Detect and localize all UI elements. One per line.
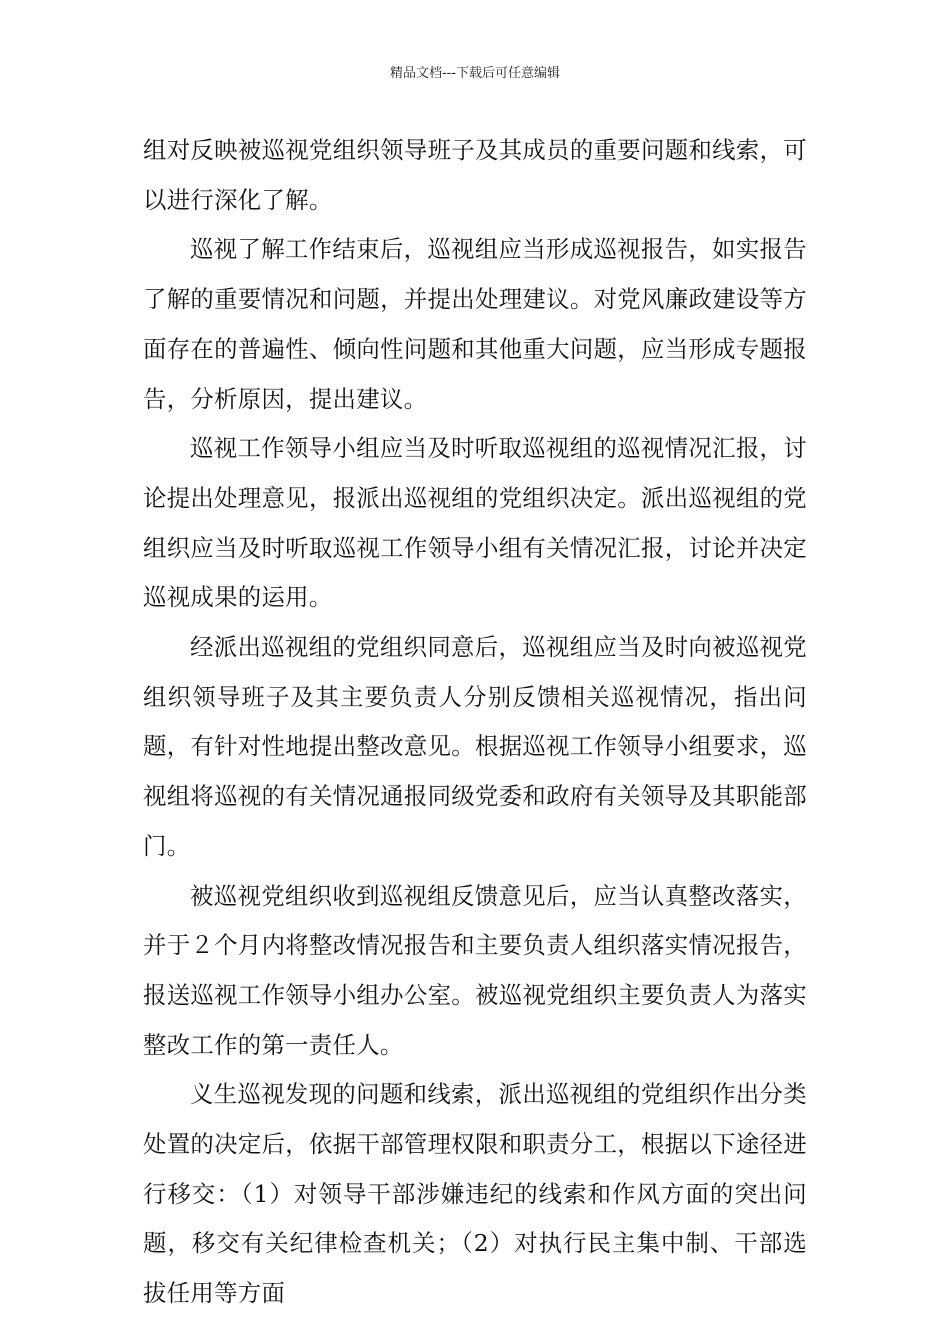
paragraph-inspection-report: 巡视了解工作结束后，巡视组应当形成巡视报告，如实报告了解的重要情况和问题，并提出处理建议。对党风廉政建设等方面存在的普遍性、倾向性问题和其他重大问题，应当形成专题报告，分析原因，提出建议。 — [143, 235, 807, 413]
paragraph-continuation: 组对反映被巡视党组织领导班子及其成员的重要问题和线索，可以进行深化了解。 — [143, 136, 807, 214]
document-body — [143, 126, 807, 1319]
paragraph-transfer: 义生巡视发现的问题和线索，派出巡视组的党组织作出分类处置的决定后，依据干部管理权限和职责分工，根据以下途径进行移交：（1）对领导干部涉嫌违纪的线索和作风方面的突出问题，移交有关纪律检查机关；（2）对执行民主集中制、干部选拔任用等方面 — [143, 1080, 807, 1308]
paragraph-feedback: 经派出巡视组的党组织同意后，巡视组应当及时向被巡视党组织领导班子及其主要负责人分别反馈相关巡视情况，指出问题，有针对性地提出整改意见。根据巡视工作领导小组要求，巡视组将巡视的有关情况通报同级党委和政府有关领导及其职能部门。 — [143, 633, 807, 860]
paragraph-rectification: 被巡视党组织收到巡视组反馈意见后，应当认真整改落实，并于２个月内将整改情况报告和主要负责人组织落实情况报告，报送巡视工作领导小组办公室。被巡视党组织主要负责人为落实整改工作的第一责任人。 — [143, 881, 807, 1059]
page-header: 精品文档---下载后可任意编辑 — [389, 66, 561, 81]
paragraph-leading-group-briefing: 巡视工作领导小组应当及时听取巡视组的巡视情况汇报，讨论提出处理意见，报派出巡视组的党组织决定。派出巡视组的党组织应当及时听取巡视工作领导小组有关情况汇报，讨论并决定巡视成果的运用。 — [143, 434, 807, 612]
